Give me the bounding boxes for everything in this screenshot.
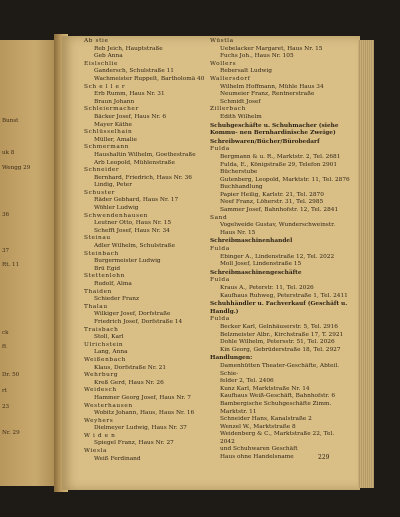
section-heading: Handlungen: — [210, 355, 253, 362]
directory-entry: Arb Leopold, Mühlenstraße — [94, 159, 175, 166]
section-heading: Schreibmaschinengeschäfte — [210, 269, 302, 276]
directory-entry: Wobitz Johann, Haus, Haus Nr. 16 — [94, 410, 195, 417]
place-heading: Thalau — [84, 303, 108, 310]
left-page-fragment: Dr. 50 — [2, 372, 20, 378]
place-heading: Sand — [210, 214, 228, 221]
directory-entry: Bernhard, Friedrich, Haus Nr. 36 — [94, 174, 192, 181]
directory-entry: Belzmeister Albr., Kirchstraße 17, T. 2921 — [220, 331, 344, 338]
directory-column-right — [210, 38, 350, 462]
directory-entry: Räder Gebhard, Haus Nr. 17 — [94, 197, 179, 204]
place-heading: Ulrichstein — [84, 341, 124, 348]
directory-entry: Lang, Anna — [94, 349, 128, 356]
place-heading: Fulda — [210, 316, 230, 323]
place-heading: Eislschlie — [84, 60, 119, 67]
directory-entry: Spiegel Franz, Haus Nr. 27 — [94, 440, 174, 447]
left-page-fragment: uk 8 — [2, 150, 15, 156]
place-heading: Traisbach — [84, 326, 119, 333]
place-heading: Ab stie — [84, 38, 109, 44]
left-page-fragment: Bunst — [2, 118, 19, 124]
left-page-fragment: Wengg 29 — [2, 165, 31, 171]
directory-entry: Fulda, E., Königstraße 29, Telefon 2901 — [220, 161, 338, 168]
directory-entry: Papier Heilig, Karlstr. 21, Tel. 2870 — [220, 191, 324, 198]
left-page-fragment: ck — [2, 330, 9, 336]
place-heading: Stettenlohn — [84, 273, 125, 280]
directory-entry: Kaufhaus Ruhweg, Peterstraße 1, Tel. 2411 — [220, 292, 348, 299]
place-heading: Schneider — [84, 167, 120, 174]
directory-entry: Wilkiger Josef, Dorfstraße — [94, 311, 171, 318]
directory-entry: Becker Karl, Gelnhäuserstr. 5, Tel. 2916 — [220, 323, 338, 330]
directory-entry: Wilhelm Hoffmann, Mühle Haus 34 — [220, 83, 324, 90]
section-heading: Schreibwaren/Bücher/Bürobedarf — [210, 138, 320, 145]
left-page-fragment: 23 — [2, 404, 10, 410]
directory-entry: Vogelweide Gustav, Wunderschweinstr. — [220, 222, 336, 229]
directory-entry: Kreß Gerd, Haus Nr. 26 — [94, 379, 164, 386]
left-page-fragment: 36 — [2, 212, 10, 218]
place-heading: Wiesla — [84, 448, 108, 455]
directory-entry: Schefft Josef, Haus Nr. 34 — [94, 227, 170, 234]
directory-entry: Damenhütten Theater-Geschäfte, Abteil. Schie- — [220, 362, 340, 377]
directory-entry: Reb Jeich, Hauptstraße — [94, 45, 163, 52]
directory-entry: Neef Franz, Löherstr. 31, Tel. 2985 — [220, 199, 324, 206]
directory-entry: Wöhler Ludwig — [94, 205, 139, 212]
directory-entry: Kunz Karl, Marktstraße Nr. 14 — [220, 385, 310, 392]
place-heading: Thaiden — [84, 288, 112, 295]
directory-column-left — [84, 38, 210, 463]
directory-entry: Weiß Ferdinand — [94, 455, 141, 462]
directory-entry: Uebelacker Margaret, Haus Nr. 15 — [220, 45, 323, 52]
directory-entry: Klaus, Dorfstraße Nr. 21 — [94, 364, 167, 371]
directory-entry: Burgermeister Ludwig — [94, 258, 161, 265]
directory-entry: Moll Josef, Lindenstraße 15 — [220, 261, 302, 268]
place-heading: Westerhausen — [84, 402, 133, 409]
directory-entry: Mayer Käthe — [94, 121, 132, 128]
directory-entry: und Schuhwaren Geschäft — [220, 446, 298, 453]
place-heading: Schmermann — [84, 144, 130, 151]
directory-entry: Haus Nr. 15 — [220, 229, 256, 236]
directory-entry: Bücherstube — [220, 169, 258, 176]
place-heading: Steinbach — [84, 250, 119, 257]
directory-entry: Braun Johann — [94, 98, 135, 105]
directory-entry: Haushaltin Wilhelm, Goethestraße — [94, 151, 196, 158]
left-page-fragment: Rt. 11 — [2, 262, 20, 268]
directory-entry: Dielmeyer Ludwig, Haus Nr. 37 — [94, 425, 187, 432]
place-heading: Wehrburg — [84, 372, 119, 379]
place-heading: Weidesch — [84, 387, 117, 394]
directory-entry: Brü Egid — [94, 265, 121, 272]
directory-entry: Adler Wilhelm, Schulstraße — [94, 243, 175, 250]
place-heading: Schleiermacher — [84, 106, 139, 113]
place-heading: Fulda — [210, 277, 230, 284]
place-heading: Zillerbach — [210, 106, 246, 113]
directory-entry: Rebersalt Ludwig — [220, 68, 272, 75]
section-heading: Schuhhändler u. Fachverkauf (Geschäft u. Handlg.) — [210, 301, 348, 315]
directory-entry: Kraus A., Peterstr. 11, Tel. 2026 — [220, 285, 314, 291]
directory-entry: Schneider Hans, Kanalstraße 2 — [220, 416, 312, 423]
directory-entry: Wachmeister Ruppelt, Bartholomä 40 — [94, 75, 205, 82]
directory-entry: Gandersch, Schulstraße 11 — [94, 68, 174, 75]
place-heading: Schlüsselhain — [84, 129, 133, 136]
page-edges — [358, 40, 374, 488]
place-heading: Weißenbach — [84, 356, 126, 363]
directory-entry: Fuchs Joh., Haus Nr. 105 — [220, 53, 294, 60]
place-heading: W i d e n — [84, 432, 116, 439]
place-heading: Fulda — [210, 246, 230, 253]
directory-entry: Bäcker Josef, Haus Nr. 6 — [94, 113, 167, 120]
directory-entry: Sammer Josef, Bahnhofstr. 12, Tel. 2841 — [220, 207, 339, 214]
directory-entry: Schieder Franz — [94, 296, 140, 303]
directory-entry: Neumeier Franz, Rentnerstraße — [220, 91, 315, 98]
directory-entry: Edith Wilhelm — [220, 113, 262, 120]
directory-entry: Kaufhaus Weiß-Geschäft, Bahnhofstr. 6 — [220, 393, 336, 400]
left-page-fragment: 37 — [2, 248, 10, 254]
directory-entry: Bergmann & u. R., Marktstr. 2, Tel. 2681 — [220, 153, 341, 160]
directory-entry: Bambergische Schuhgeschäfte Zimm. Marktstr. 11 — [220, 400, 332, 415]
directory-entry: Geb Anna — [94, 53, 123, 60]
section-heading: Schuhgeschäfte u. Schuhmacher (siehe Kommu- nen Bernhardinische Zweige) — [210, 122, 339, 137]
directory-entry: Wenzel W., Marktstraße 8 — [220, 423, 296, 430]
directory-entry: Leutner Otto, Haus Nr. 15 — [94, 220, 172, 227]
directory-entry: Friedrich Josef, Dorfstraße 14 — [94, 318, 183, 325]
place-heading: Schwendenhausen — [84, 212, 149, 219]
directory-entry: Buchhandlung — [220, 184, 263, 191]
place-heading: Weyhers — [84, 417, 114, 424]
directory-entry: Erb Rumm, Haus Nr. 31 — [94, 91, 165, 98]
directory-entry: Kin Georg, Gebrüderstraße 18, Tel. 2927 — [220, 346, 341, 353]
directory-entry: Schmidt Josef — [220, 98, 261, 105]
place-heading: Sch e l l e r — [84, 83, 126, 90]
left-page — [0, 40, 58, 486]
directory-entry: felder 2, Tel. 2406 — [220, 378, 274, 385]
directory-entry: Müller, Amalie — [94, 136, 137, 143]
place-heading: Steinau — [84, 235, 111, 242]
section-heading: Schreibmaschinenhandel — [210, 238, 293, 245]
directory-entry: Rudolf, Alma — [94, 281, 132, 287]
place-heading: Wallersdorf — [210, 75, 251, 82]
directory-entry: Hammer Georg Josef, Haus Nr. 7 — [94, 394, 191, 401]
directory-entry: Ebinger A., Lindenstraße 12, Tel. 2022 — [220, 253, 335, 260]
directory-entry: Stoll, Karl — [94, 334, 124, 341]
place-heading: Fulda — [210, 146, 230, 153]
directory-entry: Weidenberg & C., Marktstraße 22, Tel. 2042 — [220, 431, 335, 445]
page-number: 229 — [318, 454, 330, 461]
directory-entry: Gutenberg, Leopold, Marktstr. 11, Tel. 2876 — [220, 176, 350, 183]
directory-entry: Haus ohne Handelsname — [220, 454, 294, 461]
directory-entry: Lindig, Peter — [94, 182, 132, 189]
directory-entry: Dohle Wilhelm, Petersstr. 51, Tel. 2026 — [220, 339, 335, 346]
place-heading: Wollers — [210, 60, 237, 67]
place-heading: Schuster — [84, 189, 115, 196]
left-page-fragment: rt — [2, 388, 7, 394]
place-heading: Wüstla — [210, 38, 234, 44]
left-page-fragment: Nr. 29 — [2, 430, 20, 436]
left-page-fragment: ft — [2, 344, 7, 350]
